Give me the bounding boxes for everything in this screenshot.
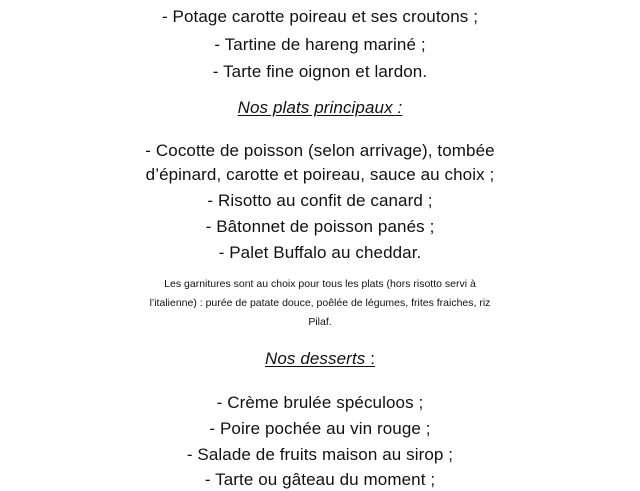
desserts-heading-text: Nos desserts <box>264 349 366 368</box>
section-heading-desserts <box>0 348 640 370</box>
dessert-item-poire: - Poire pochée au vin rouge ; <box>209 419 431 438</box>
garnitures-note-line-2: l’italienne) : purée de patate douce, poêlée de légumes, frites fraiches, riz <box>149 297 491 309</box>
dessert-item-creme: - Crème brulée spéculoos ; <box>216 393 424 412</box>
garnitures-note-line-3: Pilaf. <box>308 316 332 328</box>
plat-item-risotto: - Risotto au confit de canard ; <box>207 191 433 210</box>
entree-item-tarte: - Tarte fine oignon et lardon. <box>212 62 428 81</box>
entree-item-tartine: - Tartine de hareng mariné ; <box>214 35 426 54</box>
dessert-item-salade: - Salade de fruits maison au sirop ; <box>186 445 454 464</box>
garnitures-note-line-1: Les garnitures sont au choix pour tous les plats (hors risotto servi à <box>164 278 476 290</box>
section-heading-plats: Nos plats principaux : <box>237 98 403 117</box>
entree-item-potage: - Potage carotte poireau et ses croutons ; <box>161 7 479 26</box>
plat-item-batonnet: - Bâtonnet de poisson panés ; <box>205 217 435 236</box>
dessert-item-tarte: - Tarte ou gâteau du moment ; <box>204 470 436 489</box>
plat-item-cocotte-continued: d’épinard, carotte et poireau, sauce au choix ; <box>145 165 495 184</box>
plat-item-palet: - Palet Buffalo au cheddar. <box>218 243 422 262</box>
plat-item-cocotte: - Cocotte de poisson (selon arrivage), tombée <box>145 141 495 160</box>
desserts-heading-colon: : <box>365 349 376 368</box>
